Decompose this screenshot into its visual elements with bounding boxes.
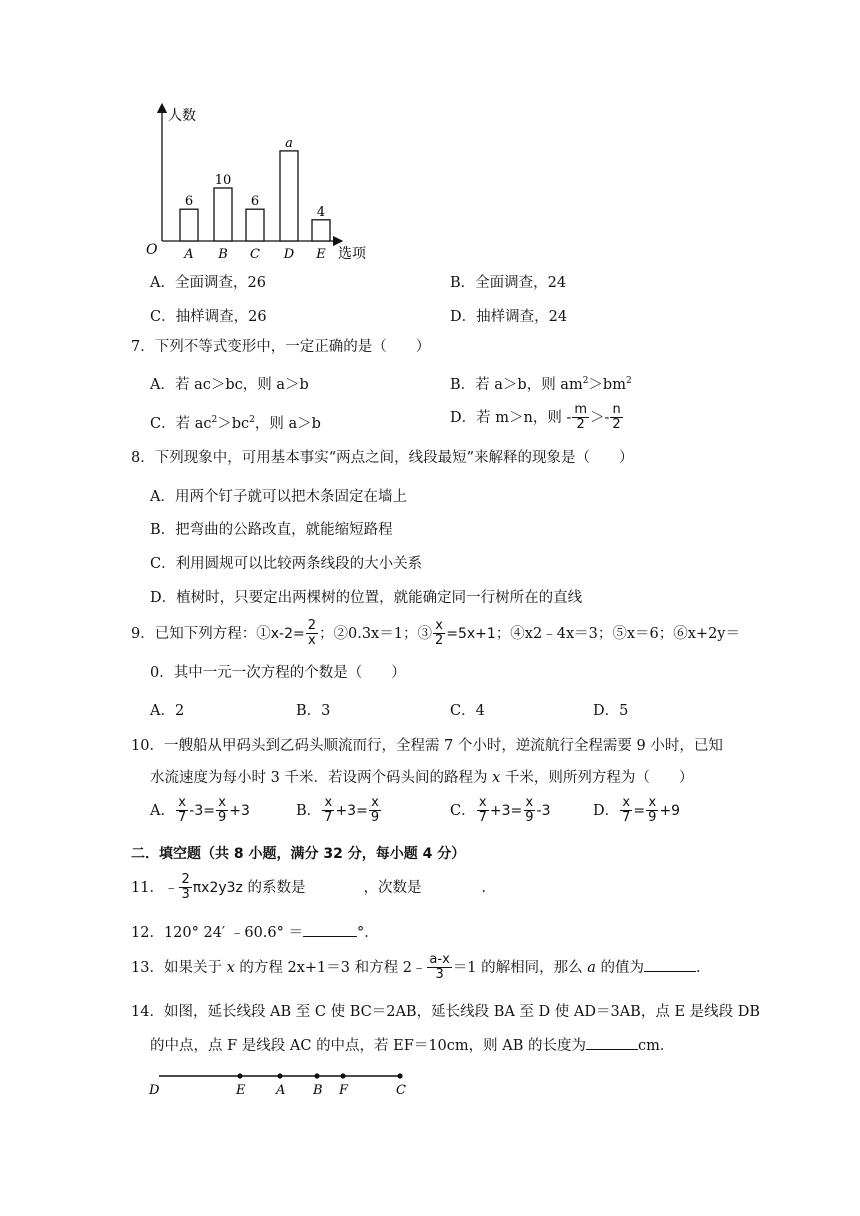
- q12-line: 12．120° 24′ ﹣60.6° ＝ °．: [131, 925, 379, 941]
- q6-option-c: C．抽样调查，26: [150, 309, 267, 325]
- fraction: $\frac{m}{2}$: [574, 402, 588, 433]
- q9-option-b: B．3: [296, 703, 331, 719]
- q10-option-b: B． $\frac{x}{7}$ +3= $\frac{x}{9}$: [296, 795, 380, 826]
- point-dot: [314, 1073, 319, 1078]
- q7-stem: 7．下列不等式变形中，一定正确的是（ ）: [131, 339, 431, 355]
- bar-value-label: 4: [316, 204, 326, 220]
- q6-option-a: A．全面调查，26: [150, 275, 266, 291]
- answer-blank[interactable]: [644, 971, 696, 972]
- fraction: $\frac{x}{9}$: [217, 795, 227, 826]
- segment-figure: [145, 1068, 415, 1100]
- q10-option-d: D． $\frac{x}{7}$ = $\frac{x}{9}$ +9: [593, 795, 681, 826]
- point-dot: [277, 1073, 282, 1078]
- q10-option-c: C． $\frac{x}{7}$ +3= $\frac{x}{9}$ -3: [450, 795, 551, 826]
- fraction: $\frac{x}{7}$: [177, 795, 187, 826]
- fraction: $\frac{a-x}{3}$: [429, 952, 450, 983]
- category-tick-label: A: [184, 247, 194, 262]
- q7-option-a: A．若 ac＞bc，则 a＞b: [150, 377, 309, 393]
- q7-option-d: D．若 m＞n，则 - $\frac{m}{2}$ ＞- $\frac{n}{2}$: [450, 402, 621, 433]
- bar-c: [246, 209, 264, 241]
- point-dot: [397, 1073, 402, 1078]
- fraction: $\frac{x}{9}$: [648, 795, 657, 826]
- bar-value-label: a: [285, 135, 293, 151]
- answer-blank[interactable]: [303, 936, 357, 937]
- q14-line2: 的中点，点 F 是线段 AC 的中点，若 EF＝10cm，则 AB 的长度为 cm．: [150, 1038, 675, 1054]
- fraction: $\frac{x}{7}$: [478, 795, 487, 826]
- fraction: $\frac{2}{3}$: [181, 872, 190, 903]
- answer-blank[interactable]: [586, 1049, 638, 1050]
- q9-option-a: A．2: [150, 703, 185, 719]
- point-dot: [237, 1073, 242, 1078]
- bar-e: [312, 220, 330, 241]
- q14-line1: 14．如图，延长线段 AB 至 C 使 BC＝2AB，延长线段 BA 至 D 使 AD＝3AB，点 E 是线段 DB: [131, 1004, 761, 1020]
- q9-option-d: D．5: [593, 703, 629, 719]
- category-tick-label: D: [283, 247, 295, 262]
- category-tick-label: C: [250, 247, 260, 262]
- bar-d: [280, 151, 298, 241]
- q6-option-d: D．抽样调查，24: [450, 309, 568, 325]
- q7-option-b: B．若 a＞b，则 $am^2>bm^2$: [450, 376, 632, 393]
- category-tick-label: B: [218, 247, 228, 262]
- point-label: C: [396, 1083, 406, 1098]
- bar-b: [214, 188, 232, 241]
- q8-option-b: B．把弯曲的公路改直，就能缩短路程: [150, 522, 393, 538]
- bar-value-label: 6: [184, 194, 194, 210]
- q10-line2: 水流速度为每小时 3 千米．若设两个码头间的路程为 x 千米，则所列方程为（ ）: [150, 770, 694, 786]
- q8-option-c: C．利用圆规可以比较两条线段的大小关系: [150, 556, 423, 572]
- q9-line2: 0．其中一元一次方程的个数是（ ）: [150, 665, 406, 681]
- q9-line1: 9．已知下列方程：①x-2= $\frac{2}{x}$ ；②0.3x＝1；③ $\frac{x}{2}$ =5x+1；④x2﹣4x＝3；⑤x＝6；⑥x+2y＝: [131, 618, 740, 649]
- point-label: D: [149, 1083, 160, 1098]
- x-axis-label: 选项: [338, 246, 366, 262]
- fraction: $\frac{x}{7}$: [622, 795, 631, 826]
- q8-stem: 8．下列现象中，可用基本事实“两点之间，线段最短”来解释的现象是（ ）: [131, 450, 634, 466]
- fraction: $\frac{x}{7}$: [324, 795, 333, 826]
- q11-line: 11．﹣ $\frac{2}{3}$ πx2y3z 的系数是 ，次数是 ．: [131, 872, 497, 903]
- section-heading: 二．填空题（共 8 小题，满分 32 分，每小题 4 分）: [131, 846, 466, 862]
- bar-value-label: 10: [214, 173, 232, 188]
- q10-line1: 10．一艘船从甲码头到乙码头顺流而行，全程需 7 个小时，逆流航行全程需要 9 小时，已知: [131, 738, 723, 754]
- q7-option-c: C．若 $ac^2>bc^2$，则 a＞b: [150, 415, 321, 432]
- q13-line: 13．如果关于 x 的方程 2x+1＝3 和方程 2﹣ $\frac{a-x}{3}$ ＝1 的解相同，那么 a 的值为 ．: [131, 952, 711, 983]
- origin-label: O: [146, 242, 158, 258]
- fraction: $\frac{2}{x}$: [307, 618, 316, 649]
- bar-value-label: 6: [250, 194, 260, 210]
- category-tick-label: E: [316, 247, 326, 262]
- bar-a: [180, 209, 198, 241]
- y-axis-label: 人数: [168, 108, 196, 124]
- fraction: $\frac{x}{2}$: [434, 618, 444, 649]
- point-label: F: [339, 1083, 349, 1098]
- point-label: B: [313, 1083, 323, 1098]
- fraction: $\frac{x}{9}$: [525, 795, 534, 826]
- q9-option-c: C．4: [450, 703, 485, 719]
- q8-option-a: A．用两个钉子就可以把木条固定在墙上: [150, 489, 407, 505]
- fraction: $\frac{x}{9}$: [370, 795, 380, 826]
- bar-chart: [140, 100, 380, 265]
- q10-option-a: A． $\frac{x}{7}$ -3= $\frac{x}{9}$ +3: [150, 795, 250, 826]
- point-dot: [340, 1073, 345, 1078]
- q8-option-d: D．植树时，只要定出两棵树的位置，就能确定同一行树所在的直线: [150, 590, 583, 606]
- point-label: A: [276, 1083, 286, 1098]
- fraction: $\frac{n}{2}$: [612, 402, 621, 433]
- q6-option-b: B．全面调查，24: [450, 275, 567, 291]
- point-label: E: [236, 1083, 246, 1098]
